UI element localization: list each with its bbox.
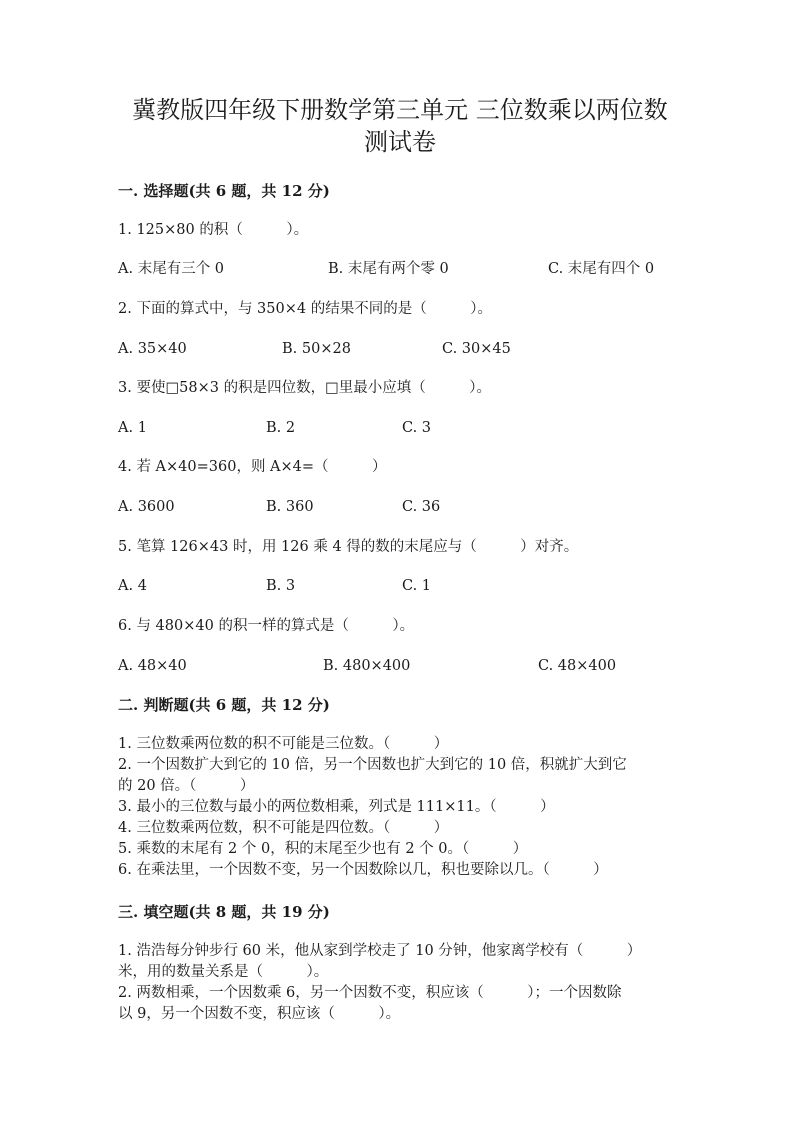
question-text: 4. 若 A×40=360，则 A×4=（ ） — [118, 459, 387, 475]
option-b: B. 50×28 — [282, 341, 351, 357]
true-false-questions — [118, 734, 700, 881]
option-c: C. 36 — [402, 499, 441, 515]
option-b: B. 2 — [266, 420, 296, 436]
page-title — [60, 94, 740, 158]
option-c: C. 30×45 — [442, 341, 511, 357]
title-line-2: 测试卷 — [364, 128, 436, 156]
question-text: 6. 与 480×40 的积一样的算式是（ ）。 — [118, 618, 415, 634]
option-b: B. 480×400 — [323, 658, 411, 674]
question-line: 2. 一个因数扩大到它的 10 倍，另一个因数也扩大到它的 10 倍，积就扩大到它 — [118, 757, 627, 773]
question-line: 6. 在乘法里，一个因数不变，另一个因数除以几，积也要除以几。（ ） — [118, 862, 608, 878]
option-a: A. 末尾有三个 0 — [118, 261, 225, 277]
option-row — [118, 418, 718, 438]
option-row — [118, 497, 718, 517]
section-heading-fill-in: 三. 填空题(共 8 题，共 19 分) — [118, 903, 330, 921]
option-c: C. 3 — [402, 420, 432, 436]
fill-in-questions — [118, 941, 700, 1025]
option-b: B. 末尾有两个零 0 — [328, 261, 449, 277]
option-a: A. 35×40 — [118, 341, 187, 357]
option-c: C. 48×400 — [538, 658, 617, 674]
option-c: C. 1 — [402, 578, 432, 594]
question-line: 1. 三位数乘两位数的积不可能是三位数。（ ） — [118, 736, 449, 752]
option-row — [118, 576, 718, 596]
question-line: 1. 浩浩每分钟步行 60 米，他从家到学校走了 10 分钟，他家离学校有（ ） — [118, 943, 642, 959]
question-line: 以 9，另一个因数不变，积应该（ ）。 — [118, 1006, 401, 1022]
question-line: 2. 两数相乘，一个因数乘 6，另一个因数不变，积应该（ ）；一个因数除 — [118, 985, 622, 1001]
section-heading-multiple-choice: 一. 选择题(共 6 题，共 12 分) — [118, 182, 330, 200]
option-a: A. 1 — [118, 420, 147, 436]
option-a: A. 3600 — [118, 499, 175, 515]
option-a: A. 48×40 — [118, 658, 187, 674]
question-text: 1. 125×80 的积（ ）。 — [118, 222, 309, 238]
option-row — [118, 339, 718, 359]
question-line: 3. 最小的三位数与最小的两位数相乘，列式是 111×11。（ ） — [118, 799, 555, 815]
question-text: 2. 下面的算式中，与 350×4 的结果不同的是（ ）。 — [118, 301, 492, 317]
question-line: 米，用的数量关系是（ ）。 — [118, 964, 329, 980]
option-b: B. 3 — [266, 578, 296, 594]
option-row — [118, 259, 718, 279]
question-line: 的 20 倍。（ ） — [118, 778, 255, 794]
question-text: 3. 要使□58×3 的积是四位数，□里最小应填（ ）。 — [118, 380, 492, 396]
option-b: B. 360 — [266, 499, 314, 515]
question-line: 5. 乘数的末尾有 2 个 0，积的末尾至少也有 2 个 0。（ ） — [118, 841, 528, 857]
question-text: 5. 笔算 126×43 时，用 126 乘 4 得的数的末尾应与（ ）对齐。 — [118, 539, 579, 555]
option-c: C. 末尾有四个 0 — [548, 261, 655, 277]
option-a: A. 4 — [118, 578, 147, 594]
question-line: 4. 三位数乘两位数，积不可能是四位数。（ ） — [118, 820, 449, 836]
section-heading-true-false: 二. 判断题(共 6 题，共 12 分) — [118, 696, 330, 714]
option-row — [118, 656, 718, 676]
title-line-1: 冀教版四年级下册数学第三单元 三位数乘以两位数 — [132, 96, 668, 124]
